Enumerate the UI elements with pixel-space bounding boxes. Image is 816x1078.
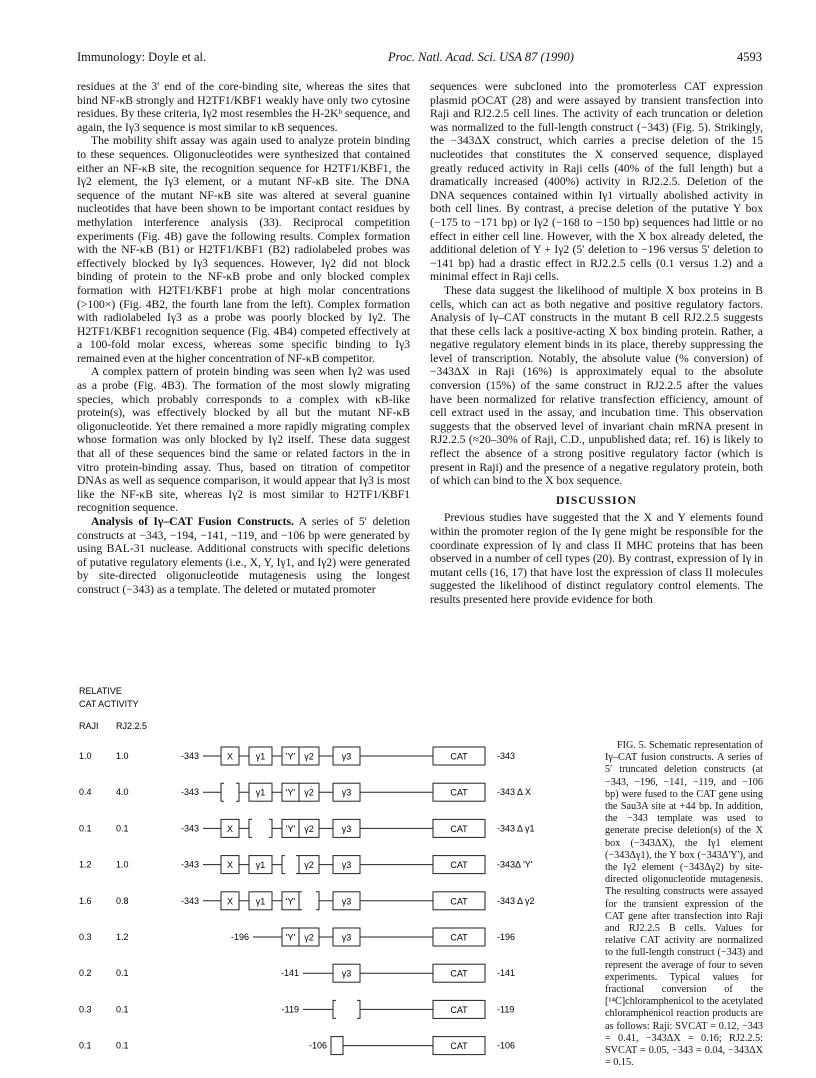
cat-gene-label: CAT [450,787,468,798]
element-label: γ3 [341,968,352,979]
construct-start-position: -196 [230,932,249,942]
rj225-activity-value: 0.1 [116,1040,129,1051]
deletion-gap [249,819,272,837]
element-label: X [226,896,234,907]
construct-row [79,892,535,910]
paragraph: These data suggest the likelihood of multiple X box proteins in B cells, which can act as both negative and positive regulatory factors. Analysis of Iγ–CAT constructs in the mutant B cell RJ2.2.5 suggests that these cells lack a positive-acting X box binding protein. Rather, a negative regulatory element binds in its place, thereby suppressing the level of transcription. Notably, the absolute value (% conversion) of −343ΔX in Raji (16%) is approximately equal to the absolute conversion (15%) of the same construct in RJ2.2.5 after the values have been normalized for relative transfection efficiency, amount of cell extract used in the assay, and incubation time. This observation suggests that the observed level of invariant chain mRNA present in RJ2.2.5 (≈20–30% of Raji, C.D., unpublished data; ref. 16) is likely to reflect the absence of a strong positive regulatory factor (which is present in Raji) and the presence of a negative regulatory protein, both of which can bind to the X box sequence. [430,283,763,488]
deletion-gap [333,1000,360,1018]
construct-name: -343 Δ γ2 [497,895,535,906]
construct-name: -141 [497,968,516,979]
right-text-column [430,80,763,607]
paragraph: Previous studies have suggested that the X and Y elements found within the promoter region of the Iγ gene might be responsible for the coordinate expression of Iγ and class II MHC proteins that has been observed in a number of cell types (20). By contrast, expression of Iγ in mutant cells (16, 17) that have lost the expression of class II molecules suggested the likelihood of distinct regulatory control elements. The results presented here provide evidence for both [430,511,763,606]
page-number: 4593 [737,50,762,64]
construct-row [79,964,515,982]
rj225-activity-value: 0.1 [116,1004,129,1015]
cat-gene-label: CAT [450,932,468,943]
figure-header-line1: RELATIVE [79,686,122,696]
element-label: 'Y' [285,787,296,798]
element-label: γ2 [304,787,314,798]
paragraph: sequences were subcloned into the promoterless CAT expression plasmid pOCAT (28) and were assayed by transient transfection into Raji and RJ2.2.5 cell lines. The activity of each truncation or deletion was normalized to the full-length construct (−343) (Fig. 5). Strikingly, the −343ΔX construct, which carries a precise deletion of the 15 nucleotides that constitutes the X conserved sequence, displayed greatly reduced activity in Raji cells (40% of the full length) but a dramatically increased (400%) activity in RJ2.2.5. Deletion of the DNA sequences contained within Iγ1 virtually abolished activity in both cell lines. By contrast, a precise deletion of the putative Y box (−175 to −171 bp) or Iγ2 (−168 to −150 bp) sequences had little or no effect in either cell line. However, with the X box already deleted, the additional deletion of Y + Iγ2 (5′ deletion to −196 versus 5′ deletion to −141 bp) had a drastic effect in RJ2.2.5 cells (0.1 versus 1.2) and a minimal effect in Raji cells. [430,80,763,284]
element-label: 'Y' [285,751,296,762]
element-label: 'Y' [285,932,296,943]
cat-gene-label: CAT [450,1004,468,1015]
element-label: X [226,860,234,871]
construct-row [79,1000,514,1018]
cat-gene-label: CAT [450,860,468,871]
construct-start-position: -343 [180,823,199,834]
rj225-activity-value: 4.0 [116,787,129,798]
construct-start-position: -119 [281,1004,299,1015]
raji-activity-value: 0.2 [79,968,92,979]
element-label: γ1 [255,860,266,871]
construct-row [79,856,533,874]
element-label: γ2 [304,751,314,762]
running-head-journal: Proc. Natl. Acad. Sci. USA 87 (1990) [388,50,574,64]
figure-5-caption [605,740,763,1069]
element-label: γ3 [341,860,352,871]
construct-row [79,928,515,946]
construct-row [79,819,535,837]
cat-gene-label: CAT [450,896,468,907]
deletion-gap [299,892,319,910]
rj225-activity-value: 1.0 [116,859,129,870]
run-in-heading: Analysis of Iγ–CAT Fusion Constructs. [91,515,294,528]
element-label: γ3 [341,751,352,762]
cat-gene-label: CAT [450,823,468,834]
cat-gene-label: CAT [450,1041,468,1052]
construct-start-position: -343 [180,895,199,906]
raji-activity-value: 1.0 [79,751,92,761]
rj225-activity-value: 0.8 [116,895,129,906]
running-head-left: Immunology: Doyle et al. [77,50,207,64]
raji-activity-value: 0.4 [79,787,92,798]
figure-header-line2: CAT ACTIVITY [79,699,139,709]
figure-5-diagram [77,682,597,1052]
element-label: γ3 [341,932,352,943]
section-heading: DISCUSSION [556,493,637,507]
construct-name: -343 Δ γ1 [497,823,535,834]
construct-name: -343 Δ X [497,787,532,798]
raji-activity-value: 0.3 [79,932,92,942]
construct-name: -119 [497,1004,515,1015]
element-label: X [226,751,234,762]
raji-activity-value: 1.2 [79,859,92,870]
construct-start-position: -343 [180,787,199,798]
cat-gene-label: CAT [450,751,468,762]
left-text-column [77,80,410,597]
construct-name: -106 [497,1040,516,1051]
deletion-gap [221,783,239,801]
element-label: γ1 [255,787,266,798]
construct-row [79,1037,515,1055]
construct-start-position: -343 [180,859,199,870]
rj225-activity-value: 1.2 [116,932,129,942]
construct-row [79,783,531,801]
element-label: γ2 [304,860,314,871]
paragraph [77,515,410,597]
raji-activity-value: 0.3 [79,1004,92,1015]
rj225-activity-value: 0.1 [116,823,129,834]
element-label: γ1 [255,896,266,907]
element-label: 'Y' [285,896,296,907]
caption-text: FIG. 5. Schematic representation of Iγ–CAT fusion constructs. A series of 5′ truncated deletion constructs (at −343, −196, −141, −119, and −106 bp) were fused to the CAT gene using the Sau3A site at +44 bp. In addition, the −343 template was used to generate precise deletion(s) of the X box (−343ΔX), the Iγ1 element (−343Δγ1), the Y box (−343Δ'Y'), and the Iγ2 element (−343Δγ2) by site-directed oligonucleotide mutagenesis. The resulting constructs were assayed for the transient expression of the CAT gene after transfection into Raji and RJ2.2.5 B cells. Values for relative CAT activity are normalized to the full-length construct (−343) and represent the average of four to seven experiments. Typical values for fractional conversion of the [¹⁴C]chloramphenicol to the acetylated chloramphenicol reaction products are as follows: Raji: SVCAT = 0.12, −343 = 0.41, −343ΔX = 0.16; RJ2.2.5: SVCAT = 0.05, −343 = 0.04, −343ΔX = 0.15. [605,740,763,1069]
element-label: γ3 [341,896,352,907]
construct-start-position: -141 [280,968,299,979]
construct-name: -343Δ 'Y' [497,859,533,870]
element-label: γ2 [304,932,314,943]
paragraph-body: A series of 5′ deletion constructs at −343, −194, −141, −119, and −106 bp were generated by using BAL-31 nuclease. Additional constructs with specific deletions of putative regulatory elements (i.e., X, Y, Iγ1, and Iγ2) were generated by site-directed oligonucleotide mutagenesis using the longest construct (−343) as a template. The deleted or mutated promoter [77,515,410,596]
deletion-gap [282,856,299,874]
paragraph: residues at the 3′ end of the core-binding site, whereas the sites that bind NF-κB strongly and H2TF1/KBF1 weakly have only two cytosine residues. By these criteria, Iγ2 most resembles the H-2Kᵇ sequence, and again, the Iγ3 sequence is most similar to κB sequences. [77,80,410,134]
element-label: X [226,823,234,834]
construct-row [79,747,515,765]
construct-name: -196 [497,932,516,942]
element-label: γ3 [341,823,352,834]
element-label: γ1 [255,751,266,762]
paragraph: The mobility shift assay was again used to analyze protein binding to these sequences. Oligonucleotides were synthesized that contained either an NF-κB site, the recognition sequence for H2TF1/KBF1, the Iγ2 element, the Iγ3 element, or a mutant NF-κB site. The DNA sequence of the mutant NF-κB site was altered at several guanine nucleotides that have been shown to be important contact residues by methylation interference analysis (33). Reciprocal competition experiments (Fig. 4B) gave the following results. Complex formation with the NF-κB (B1) or H2TF1/KBF1 (B2) radiolabeled probes was effectively blocked by Iγ3 sequences. However, Iγ2 did not block binding of protein to the NF-κB probe and only blocked complex formation with H2TF1/KBF1 probe at high molar concentrations (>100×) (Fig. 4B2, the fourth lane from the left). Complex formation with radiolabeled Iγ3 as a probe was poorly blocked by Iγ2. The H2TF1/KBF1 recognition sequence (Fig. 4B4) competed effectively at a 100-fold molar excess, whereas some specific binding to Iγ3 remained even at the higher concentration of NF-κB competitor. [77,134,410,365]
element-label: 'Y' [285,823,296,834]
construct-diagram-svg [77,682,597,1052]
column-header-raji: RAJI [79,721,99,731]
raji-activity-value: 0.1 [79,1040,92,1051]
raji-activity-value: 1.6 [79,895,92,906]
construct-name: -343 [497,751,516,761]
minimal-promoter-box [331,1037,343,1055]
construct-start-position: -106 [308,1040,327,1051]
column-header-rj225: RJ2.2.5 [116,721,148,731]
construct-start-position: -343 [180,751,199,761]
cat-gene-label: CAT [450,968,468,979]
rj225-activity-value: 1.0 [116,751,129,761]
raji-activity-value: 0.1 [79,823,92,834]
element-label: γ2 [304,823,314,834]
paragraph: A complex pattern of protein binding was seen when Iγ2 was used as a probe (Fig. 4B3). The formation of the most slowly migrating species, which probably corresponds to a complex with κB-like protein(s), was effectively blocked by all but the mutant NF-κB oligonucleotide. Yet there remained a more rapidly migrating complex whose formation was only blocked by Iγ2 itself. These data suggest that all of these sequences bind the same or related factors in the in vitro protein-binding assay. Thus, based on titration of competitor DNAs as well as sequence comparison, it would appear that Iγ3 is most like the NF-κB site, whereas Iγ2 is most similar to H2TF1/KBF1 recognition sequence. [77,365,410,515]
element-label: γ3 [341,787,352,798]
rj225-activity-value: 0.1 [116,968,129,979]
